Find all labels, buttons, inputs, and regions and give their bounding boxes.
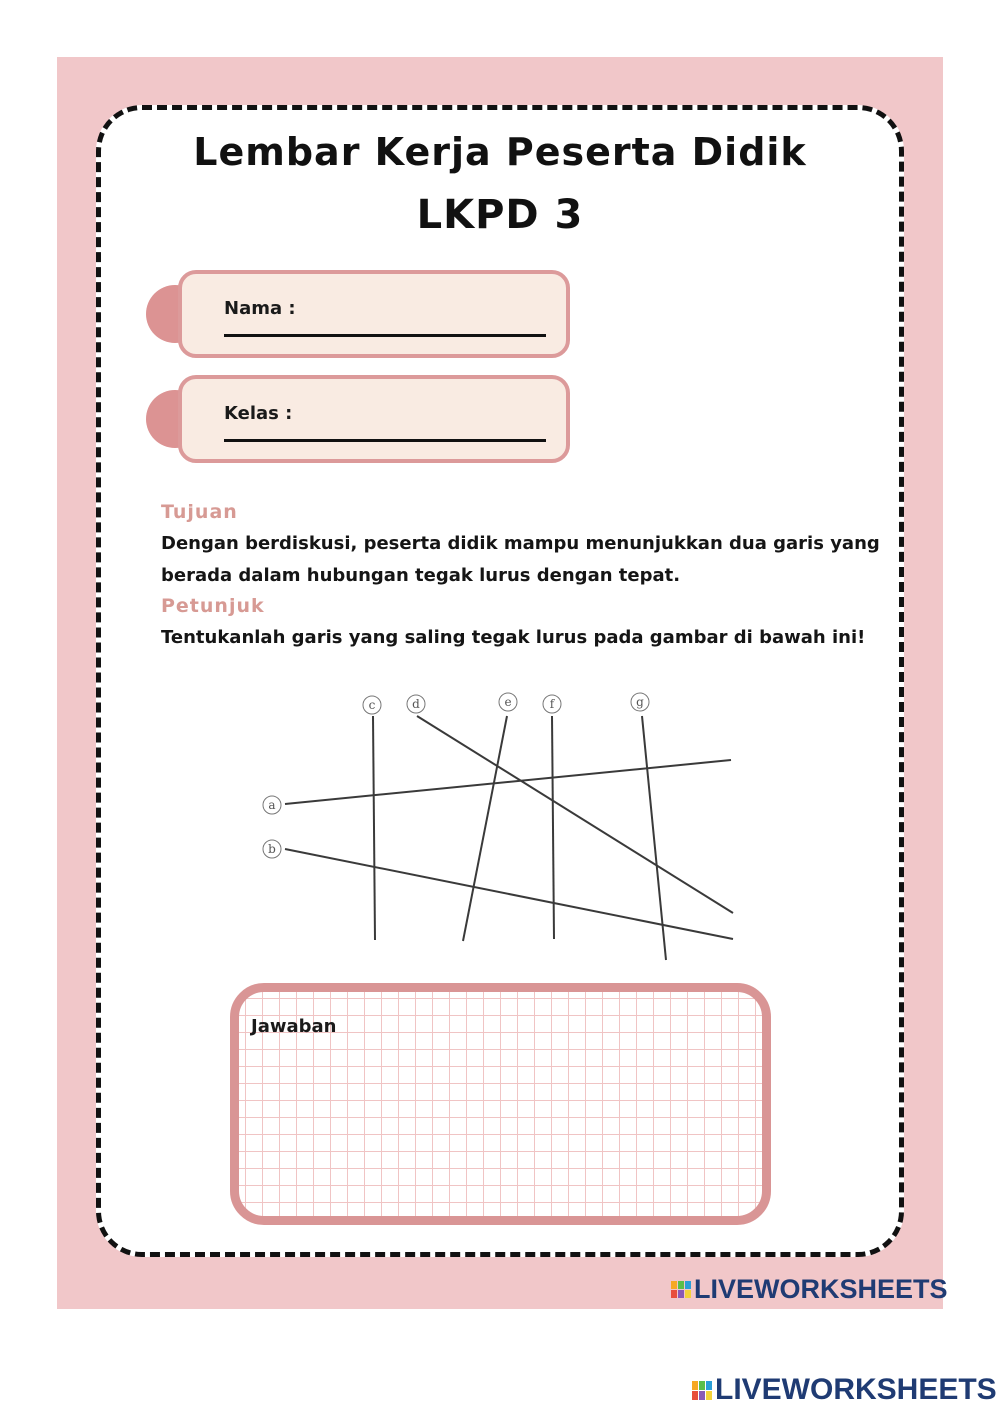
name-field-input-line[interactable]: [224, 334, 546, 337]
svg-text:c: c: [368, 698, 376, 712]
line-b: [285, 849, 733, 939]
line-f: [552, 716, 554, 939]
label-b: [263, 840, 281, 858]
name-field[interactable]: [178, 270, 570, 358]
class-field-label: Kelas :: [224, 403, 293, 424]
answer-label: Jawaban: [251, 1016, 337, 1037]
petunjuk-text: Tentukanlah garis yang saling tegak lurus pada gambar di bawah ini!: [161, 627, 866, 648]
label-d: [407, 695, 425, 713]
svg-text:a: a: [268, 798, 276, 812]
svg-text:e: e: [504, 695, 512, 709]
tujuan-heading: Tujuan: [161, 501, 238, 523]
liveworksheets-name: LIVEWORKSHEETS: [694, 1274, 948, 1304]
line-d: [417, 716, 733, 913]
page-subtitle: LKPD 3: [416, 192, 584, 238]
liveworksheets-footer-logo-icon: [692, 1381, 712, 1400]
name-field-label: Nama :: [224, 298, 296, 319]
tujuan-line-1: Dengan berdiskusi, peserta didik mampu menunjukkan dua garis yang: [161, 533, 880, 554]
class-field-input-line[interactable]: [224, 439, 546, 442]
label-a: [263, 796, 281, 814]
svg-text:d: d: [412, 697, 420, 711]
answer-box[interactable]: [230, 983, 771, 1225]
page-title: Lembar Kerja Peserta Didik: [193, 130, 807, 174]
petunjuk-heading: Petunjuk: [161, 595, 265, 617]
svg-text:f: f: [549, 697, 555, 711]
liveworksheets-logo-icon: [671, 1281, 691, 1298]
svg-text:g: g: [636, 695, 644, 709]
class-field[interactable]: [178, 375, 570, 463]
line-a: [285, 760, 731, 804]
svg-text:b: b: [268, 842, 276, 856]
label-f: [543, 695, 561, 713]
lines-diagram: [255, 685, 745, 970]
label-c: [363, 696, 381, 714]
liveworksheets-footer-logo[interactable]: [692, 1373, 997, 1407]
line-c: [373, 716, 375, 940]
liveworksheets-footer-name: LIVEWORKSHEETS: [715, 1373, 997, 1406]
tujuan-line-2: berada dalam hubungan tegak lurus dengan tepat.: [161, 565, 681, 586]
label-g: [631, 693, 649, 711]
label-e: [499, 693, 517, 711]
liveworksheets-watermark: [671, 1274, 948, 1305]
